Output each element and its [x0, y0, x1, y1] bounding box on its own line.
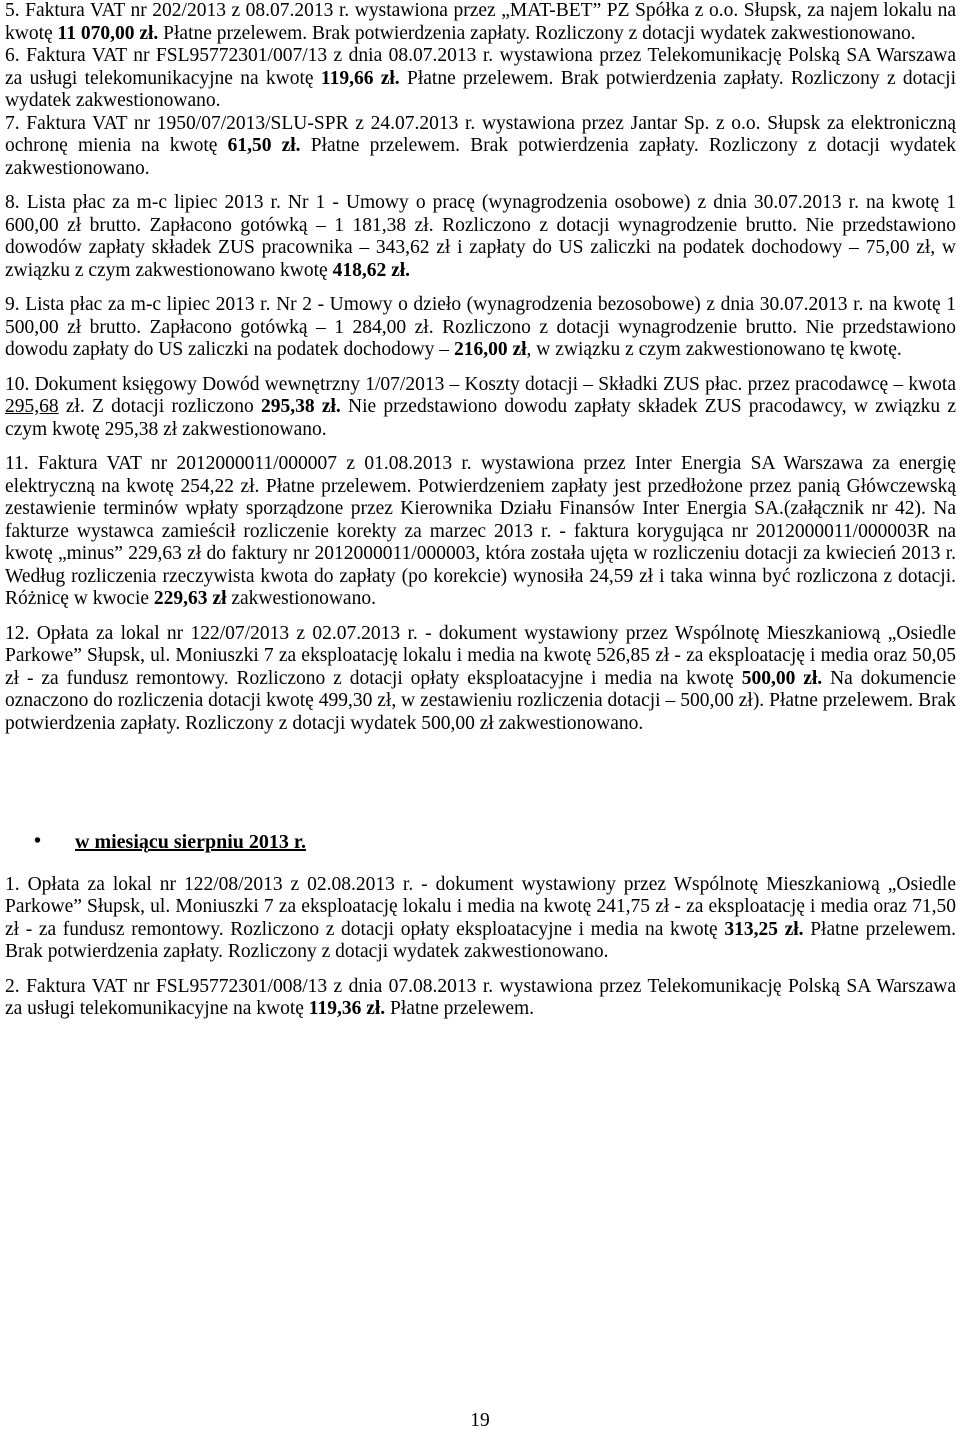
paragraph-gap — [5, 611, 956, 623]
text-run: 9. Lista płac za m-c lipiec 2013 r. Nr 2 - Umowy o dzieło (wynagrodzenia bezosobowe) z dnia 30.07.2013 r. na kwotę 1 500,00 zł brutto. Zapłacono gotówką – 1 284,00 zł. Rozliczono z dotacji wynagrodzenie brutto. Nie przedstawiono dowodu zapłaty do US zaliczki na podatek dochodowy – — [5, 294, 956, 360]
august-items — [5, 874, 956, 1021]
text-run: 5. Faktura VAT nr 202/2013 z 08.07.2013 r. wystawiona przez „MAT-BET” PZ Spółka z o.o. Słupsk, za najem lokalu na kwotę — [5, 0, 956, 44]
text-run: 10. Dokument księgowy Dowód wewnętrzny 1/07/2013 – Koszty dotacji – Składki ZUS płac. przez pracodawcę – kwota — [5, 373, 956, 395]
amount-bold: 418,62 zł. — [332, 259, 411, 281]
amount-bold: 229,63 zł — [153, 588, 227, 609]
text-run: Płatne przelewem. Brak potwierdzenia zapłaty. Rozliczony z dotacji wydatek zakwestionowano. — [158, 22, 916, 44]
text-run: 7. Faktura VAT nr 1950/07/2013/SLU-SPR z 24.07.2013 r. wystawiona przez Jantar Sp. z o.o. Słupsk za elektroniczną ochronę mienia na kwotę — [5, 112, 956, 156]
text-run: 12. Opłata za lokal nr 122/07/2013 z 02.07.2013 r. - dokument wystawiony przez Wspólnotę Mieszkaniową „Osiedle Parkowe” Słupsk, ul. Moniuszki 7 za eksploatację lokalu i media na kwotę 526,85 zł - za eksploatację i media oraz 50,05 zł - za fundusz remontowy. Rozliczono z dotacji opłaty eksploatacyjne i media na kwotę — [5, 622, 956, 689]
text-run: 1. Opłata za lokal nr 122/08/2013 z 02.08.2013 r. - dokument wystawiony przez Wspólnotę Mieszkaniową „Osiedle Parkowe” Słupsk, ul. Moniuszki 7 za eksploatację lokalu i media na kwotę 241,75 zł - za eksploatację i media oraz 71,50 zł - za fundusz remontowy. Rozliczono z dotacji opłaty eksploatacyjne i media na kwotę — [5, 873, 956, 940]
text-run: , w związku z czym zakwestionowano tę kwotę. — [526, 339, 902, 360]
text-run: Nie przedstawiono dowodu zapłaty składek ZUS pracodawcy, w związku z czym kwotę 295,38 zł zakwestionowano. — [5, 396, 956, 440]
amount-bold: 500,00 zł. — [741, 667, 823, 689]
paragraph-gap — [5, 441, 956, 453]
paragraph — [5, 45, 956, 113]
page-number: 19 — [470, 1410, 490, 1431]
text-run: Płatne przelewem. Brak potwierdzenia zapłaty. Rozliczony z dotacji wydatek zakwestionowano. — [5, 918, 956, 962]
amount-bold: 119,66 zł. — [320, 67, 400, 89]
amount-bold: 61,50 zł. — [227, 135, 301, 156]
text-run: zł. Z dotacji rozliczono — [58, 396, 261, 417]
amount-underlined: 295,68 — [5, 396, 59, 417]
paragraph-gap — [5, 964, 956, 976]
text-run: Płatne przelewem. — [385, 998, 535, 1019]
spacer — [5, 735, 956, 831]
paragraph — [5, 294, 956, 362]
text-run: 6. Faktura VAT nr FSL95772301/007/13 z dnia 08.07.2013 r. wystawiona przez Telekomunikację Polską SA Warszawa za usługi telekomunikacyjne na kwotę — [5, 45, 956, 89]
text-run: 11. Faktura VAT nr 2012000011/000007 z 01.08.2013 r. wystawiona przez Inter Energia SA Warszawa za energię elektryczną na kwotę 254,22 zł. Płatne przelewem. Potwierdzeniem zapłaty jest przedłożone przez panią Główczewską zestawienie terminów wpłaty sporządzone przez Kierownika Działu Finansów Inter Energia SA.(załącznik nr 42). Na fakturze wystawca zamieścił rozliczenie korekty za marzec 2013 r. - faktura korygująca nr 2012000011/000003R na kwotę „minus” 229,63 zł do faktury nr 2012000011/000003, która została ujęta w rozliczeniu dotacji za kwiecień 2013 r. Według rozliczenia rzeczywista kwota do zapłaty (po korekcie) wynosiła 24,59 zł i taka winna być rozliczona z dotacji. Różnicę w kwocie — [5, 453, 956, 609]
paragraph-gap — [5, 180, 956, 192]
paragraph — [5, 623, 956, 736]
paragraph — [5, 374, 956, 442]
text-run: Na dokumencie oznaczono do rozliczenia dotacji kwotę 499,30 zł, w zestawieniu rozliczenia dotacji – 500,00 zł). Płatne przelewem. Brak potwierdzenia zapłaty. Rozliczony z dotacji wydatek 500,00 zł zakwestionowano. — [5, 667, 956, 734]
paragraph — [5, 113, 956, 181]
july-items — [5, 0, 956, 735]
bullet-icon: • — [34, 830, 42, 852]
paragraph-gap — [5, 362, 956, 374]
amount-bold: 313,25 zł. — [724, 918, 804, 940]
amount-bold: 119,36 zł. — [308, 998, 386, 1019]
document-page — [5, 0, 956, 1021]
text-run: Płatne przelewem. Brak potwierdzenia zapłaty. Rozliczony z dotacji wydatek zakwestionowano. — [5, 67, 956, 111]
text-run: zakwestionowano. — [226, 588, 376, 609]
paragraph-gap — [5, 282, 956, 294]
section-heading-row — [5, 831, 956, 854]
text-run: 8. Lista płac za m-c lipiec 2013 r. Nr 1 - Umowy o pracę (wynagrodzenia osobowe) z dnia 30.07.2013 r. na kwotę 1 600,00 zł brutto. Zapłacono gotówką – 1 181,38 zł. Rozliczono z dotacji wynagrodzenie brutto. Nie przedstawiono dowodów zapłaty składek ZUS pracownika – 343,62 zł i zapłaty do US zaliczki na podatek dochodowy – 75,00 zł, w związku z czym zakwestionowano kwotę — [5, 192, 956, 281]
paragraph — [5, 192, 956, 282]
text-run: Płatne przelewem. Brak potwierdzenia zapłaty. Rozliczony z dotacji wydatek zakwestionowano. — [5, 135, 956, 179]
paragraph — [5, 874, 956, 964]
paragraph — [5, 0, 956, 45]
text-run: 2. Faktura VAT nr FSL95772301/008/13 z dnia 07.08.2013 r. wystawiona przez Telekomunikację Polską SA Warszawa za usługi telekomunikacyjne na kwotę — [5, 975, 956, 1019]
amount-bold: 295,38 zł. — [260, 396, 341, 417]
amount-bold: 11 070,00 zł. — [57, 22, 159, 44]
amount-bold: 216,00 zł — [453, 339, 527, 360]
spacer — [5, 854, 956, 874]
paragraph — [5, 453, 956, 611]
section-heading: w miesiącu sierpniu 2013 r. — [75, 831, 306, 853]
paragraph — [5, 976, 956, 1021]
